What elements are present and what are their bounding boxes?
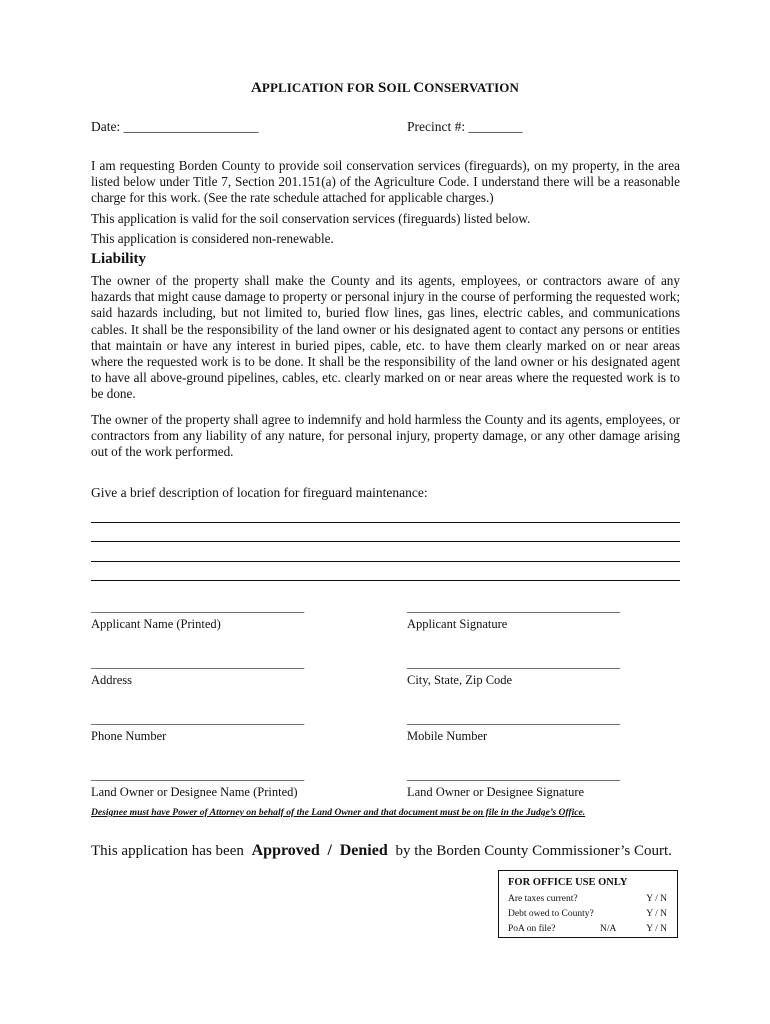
signature-underline: ______________________________________ [407,712,620,726]
location-line-4[interactable] [91,580,680,581]
office-row-taxes [508,894,667,908]
title-part: PPLICATION FOR [261,80,379,95]
liability-paragraph-2: The owner of the property shall agree to indemnify and hold harmless the County and its agents, employees, or contractors from any liability of any nature, for personal injury, property damage, or any other damage arising out of the work performed. [91,412,680,460]
signature-underline: ______________________________________ [91,712,304,726]
approval-prefix: This application has been [91,843,244,859]
city-state-zip-label: City, State, Zip Code [407,673,513,687]
title-part: S [378,80,387,96]
title-part: OIL [386,80,414,95]
precinct-field[interactable]: Precinct #: ________ [407,119,523,134]
form-title [0,80,770,97]
office-question: PoA on file? [508,924,556,934]
phone-label: Phone Number [91,729,167,743]
office-question: Are taxes current? [508,894,578,904]
owner-signature-field[interactable] [407,768,620,800]
title-part: A [250,80,262,96]
office-use-box [498,870,678,938]
denied-option[interactable]: Denied [339,842,388,859]
date-field[interactable]: Date: ____________________ [91,119,259,134]
signature-underline: ______________________________________ [91,768,304,782]
liability-heading: Liability [91,251,147,267]
signature-underline: ______________________________________ [91,656,304,670]
applicant-signature-field[interactable] [407,600,620,632]
title-part: ONSERVATION [424,80,520,95]
applicant-name-field[interactable] [91,600,304,632]
location-line-3[interactable] [91,561,680,562]
mobile-label: Mobile Number [407,729,488,743]
office-use-heading: FOR OFFICE USE ONLY [508,877,628,888]
signature-underline: ______________________________________ [407,600,620,614]
office-question: Debt owed to County? [508,909,594,919]
office-row-debt [508,909,667,923]
owner-name-label: Land Owner or Designee Name (Printed) [91,785,298,799]
liability-paragraph-1: The owner of the property shall make the County and its agents, employees, or contractors aware of any hazards that might cause damage to property or personal injury in the course of performing the requested work; said hazards including, but not limited to, buried flow lines, gas lines, electric cables, and communications cables. It shall be the responsibility of the land owner or his designated agent to contact any persons or entities that maintain or have any interest in buried pipes, cable, etc. to have them clearly marked on or near areas where the requested work is to be done. It shall be the responsibility of the land owner or his designated agent to have all above-ground pipelines, cables, etc. clearly marked on or near areas where the requested work is to be done. [91,273,680,402]
owner-signature-label: Land Owner or Designee Signature [407,785,585,799]
city-state-zip-field[interactable] [407,656,620,688]
address-label: Address [91,673,132,687]
approval-suffix: by the Borden County Commissioner’s Court. [395,843,672,859]
office-yes-no[interactable]: Y / N [646,909,667,919]
approved-option[interactable]: Approved [251,842,320,859]
office-yes-no[interactable]: Y / N [646,894,667,904]
valid-statement: This application is valid for the soil conservation services (fireguards) listed below. [91,211,531,226]
address-field[interactable] [91,656,304,688]
location-line-1[interactable] [91,522,680,523]
location-line-2[interactable] [91,541,680,542]
applicant-name-label: Applicant Name (Printed) [91,617,221,631]
location-prompt: Give a brief description of location for fireguard maintenance: [91,485,428,500]
owner-name-field[interactable] [91,768,304,800]
intro-paragraph: I am requesting Borden County to provide soil conservation services (fireguards), on my property, in the area listed below under Title 7, Section 201.151(a) of the Agriculture Code. I understand there will be a reasonable charge for this work. (See the rate schedule attached for applicable charges.) [91,158,680,206]
signature-underline: ______________________________________ [407,768,620,782]
signature-underline: ______________________________________ [407,656,620,670]
approval-slash: / [327,842,332,859]
mobile-field[interactable] [407,712,620,744]
phone-field[interactable] [91,712,304,744]
applicant-signature-label: Applicant Signature [407,617,508,631]
signature-underline: ______________________________________ [91,600,304,614]
approval-statement [91,842,672,860]
title-part: C [413,80,425,96]
office-yes-no[interactable]: Y / N [646,924,667,934]
office-row-poa [508,924,667,938]
designee-note: Designee must have Power of Attorney on behalf of the Land Owner and that document must be on file in the Judge’s Office. [91,807,586,818]
office-na[interactable]: N/A [600,924,617,934]
nonrenewable-statement: This application is considered non-renewable. [91,231,334,246]
